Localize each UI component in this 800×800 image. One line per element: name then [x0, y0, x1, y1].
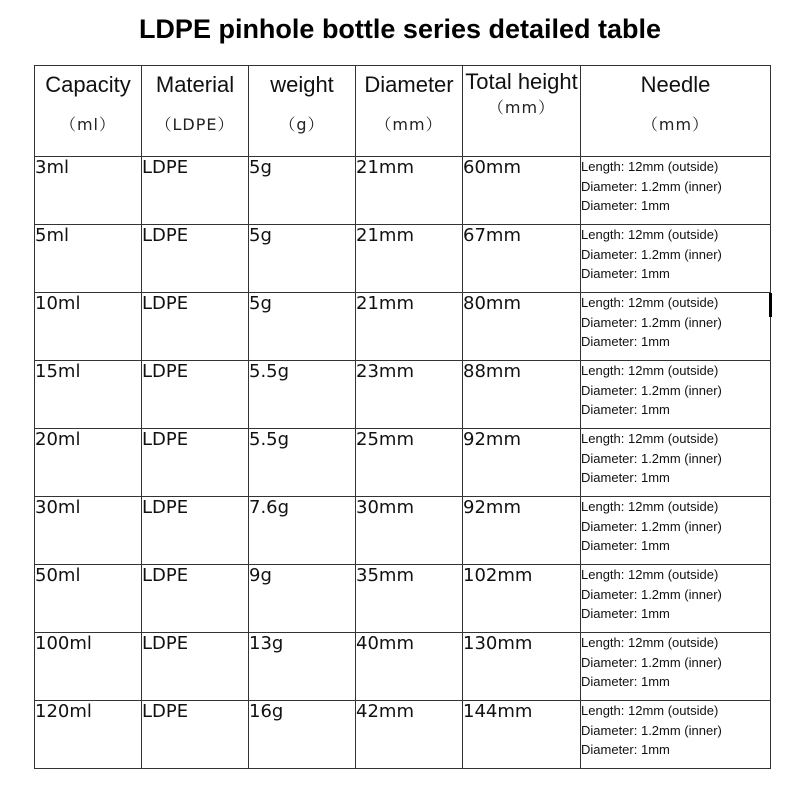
header-unit: （mm）	[375, 115, 443, 134]
table-row	[35, 429, 771, 497]
cell-height: 130mm	[463, 633, 581, 701]
needle-spec-line: Diameter: 1.2mm (inner)	[581, 178, 722, 194]
cell-diameter: 21mm	[356, 157, 463, 225]
cell-capacity: 5ml	[35, 225, 142, 293]
table-row	[35, 633, 771, 701]
needle-spec-line: Length: 12mm (outside)	[581, 363, 719, 378]
cell-diameter: 25mm	[356, 429, 463, 497]
page-title: LDPE pinhole bottle series detailed table	[138, 14, 662, 44]
needle-spec-line: Diameter: 1.2mm (inner)	[581, 246, 722, 262]
needle-spec-line: Diameter: 1mm	[581, 402, 670, 417]
cell-needle	[581, 293, 771, 361]
cell-needle	[581, 701, 771, 769]
cell-material: LDPE	[142, 701, 249, 769]
cell-weight: 5.5g	[249, 361, 356, 429]
cell-weight: 5g	[249, 157, 356, 225]
header-unit: （mm）	[641, 115, 710, 134]
cell-weight: 7.6g	[249, 497, 356, 565]
header-capacity	[35, 66, 142, 157]
header-label: Total height	[465, 69, 578, 94]
cell-material: LDPE	[142, 361, 249, 429]
cell-material: LDPE	[142, 225, 249, 293]
spec-table	[34, 65, 771, 769]
cell-diameter: 30mm	[356, 497, 463, 565]
header-needle	[581, 66, 771, 157]
cell-material: LDPE	[142, 429, 249, 497]
cell-needle	[581, 429, 771, 497]
cell-weight: 5.5g	[249, 429, 356, 497]
cell-capacity: 100ml	[35, 633, 142, 701]
cell-height: 80mm	[463, 293, 581, 361]
header-label: Needle	[640, 72, 711, 97]
needle-spec-line: Diameter: 1.2mm (inner)	[581, 654, 722, 670]
cell-weight: 16g	[249, 701, 356, 769]
needle-spec-line: Diameter: 1mm	[581, 606, 670, 621]
cell-weight: 9g	[249, 565, 356, 633]
needle-spec-line: Diameter: 1.2mm (inner)	[581, 518, 722, 534]
needle-spec-line: Length: 12mm (outside)	[581, 499, 719, 514]
needle-spec-line: Diameter: 1.2mm (inner)	[581, 450, 722, 466]
header-total-height	[463, 66, 581, 157]
needle-spec-line: Diameter: 1mm	[581, 742, 670, 757]
needle-spec-line: Length: 12mm (outside)	[581, 635, 719, 650]
table-row	[35, 701, 771, 769]
needle-spec-line: Diameter: 1.2mm (inner)	[581, 314, 722, 330]
header-weight	[249, 66, 356, 157]
needle-spec-line: Diameter: 1mm	[581, 674, 670, 689]
header-label: Capacity	[45, 72, 131, 97]
cell-material: LDPE	[142, 565, 249, 633]
header-material	[142, 66, 249, 157]
needle-spec-line: Diameter: 1.2mm (inner)	[581, 722, 722, 738]
header-unit: （LDPE）	[155, 115, 235, 134]
cell-capacity: 120ml	[35, 701, 142, 769]
needle-spec-line: Length: 12mm (outside)	[581, 567, 719, 582]
needle-spec-line: Length: 12mm (outside)	[581, 227, 719, 242]
needle-spec-line: Diameter: 1mm	[581, 334, 670, 349]
table-row	[35, 361, 771, 429]
needle-spec-line: Length: 12mm (outside)	[581, 703, 719, 718]
table-row	[35, 293, 771, 361]
needle-spec-line: Diameter: 1mm	[581, 198, 670, 213]
cell-height: 60mm	[463, 157, 581, 225]
cell-needle	[581, 225, 771, 293]
needle-spec-line: Length: 12mm (outside)	[581, 295, 719, 310]
cell-needle	[581, 157, 771, 225]
cell-diameter: 21mm	[356, 293, 463, 361]
header-label: Material	[155, 72, 235, 97]
cell-height: 102mm	[463, 565, 581, 633]
table-row	[35, 157, 771, 225]
cell-height: 92mm	[463, 429, 581, 497]
cell-diameter: 21mm	[356, 225, 463, 293]
cell-capacity: 50ml	[35, 565, 142, 633]
cell-material: LDPE	[142, 497, 249, 565]
cell-weight: 5g	[249, 293, 356, 361]
needle-spec-line: Length: 12mm (outside)	[581, 159, 719, 174]
cell-capacity: 15ml	[35, 361, 142, 429]
cell-needle	[581, 565, 771, 633]
cell-capacity: 20ml	[35, 429, 142, 497]
needle-spec-line: Diameter: 1.2mm (inner)	[581, 586, 722, 602]
cell-diameter: 35mm	[356, 565, 463, 633]
cell-needle	[581, 633, 771, 701]
cell-material: LDPE	[142, 633, 249, 701]
table-row	[35, 225, 771, 293]
cell-diameter: 23mm	[356, 361, 463, 429]
header-unit: （mm）	[487, 98, 556, 117]
header-row	[35, 66, 771, 157]
cell-weight: 5g	[249, 225, 356, 293]
edge-mark	[769, 293, 772, 317]
cell-capacity: 30ml	[35, 497, 142, 565]
cell-diameter: 42mm	[356, 701, 463, 769]
table-row	[35, 497, 771, 565]
header-diameter	[356, 66, 463, 157]
cell-height: 92mm	[463, 497, 581, 565]
header-label: Diameter	[364, 72, 454, 97]
cell-capacity: 3ml	[35, 157, 142, 225]
cell-needle	[581, 497, 771, 565]
needle-spec-line: Length: 12mm (outside)	[581, 431, 719, 446]
header-label: weight	[270, 72, 334, 97]
cell-height: 144mm	[463, 701, 581, 769]
cell-material: LDPE	[142, 157, 249, 225]
header-unit: （ml）	[59, 115, 117, 134]
table-row	[35, 565, 771, 633]
header-unit: （g）	[279, 115, 325, 134]
needle-spec-line: Diameter: 1mm	[581, 470, 670, 485]
cell-height: 88mm	[463, 361, 581, 429]
cell-needle	[581, 361, 771, 429]
cell-capacity: 10ml	[35, 293, 142, 361]
needle-spec-line: Diameter: 1mm	[581, 538, 670, 553]
needle-spec-line: Diameter: 1mm	[581, 266, 670, 281]
cell-material: LDPE	[142, 293, 249, 361]
cell-weight: 13g	[249, 633, 356, 701]
needle-spec-line: Diameter: 1.2mm (inner)	[581, 382, 722, 398]
cell-height: 67mm	[463, 225, 581, 293]
cell-diameter: 40mm	[356, 633, 463, 701]
